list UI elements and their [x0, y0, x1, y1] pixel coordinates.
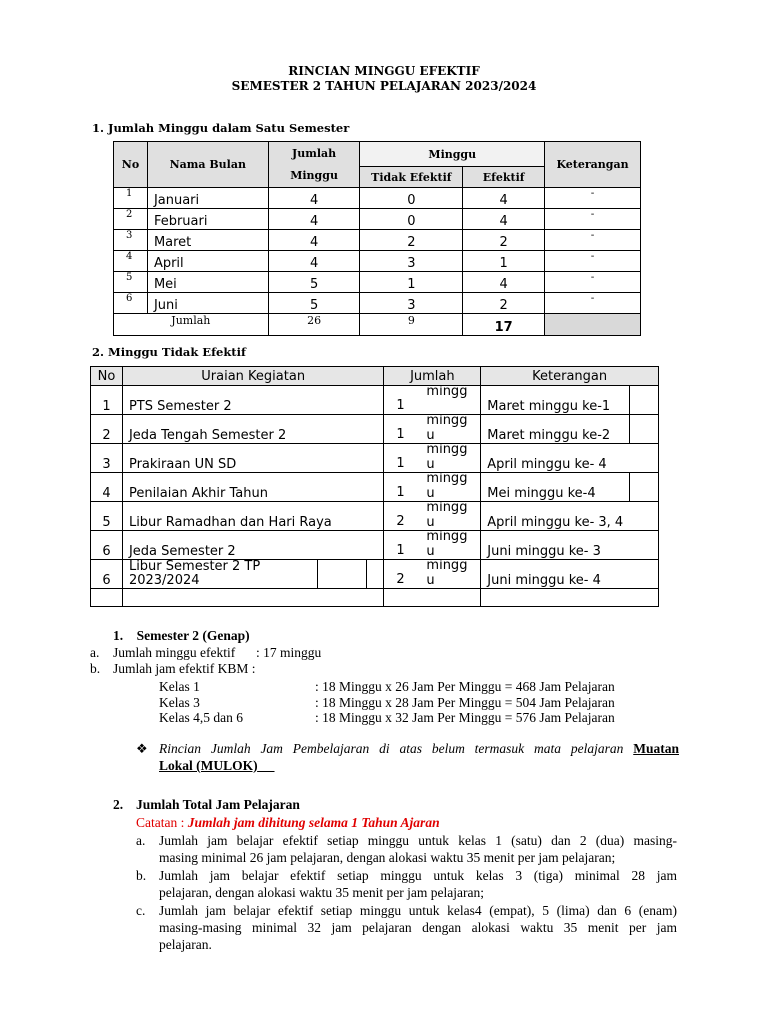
month-no: 1	[114, 188, 148, 209]
activity-jumlah-unit	[426, 442, 467, 472]
month-efektif: 4	[463, 209, 545, 230]
month-name: Februari	[147, 209, 268, 230]
month-row	[114, 293, 641, 314]
catatan-text: Jumlah jam dihitung selama 1 Tahun Ajaran	[187, 815, 440, 830]
activity-uraian-line1: Libur Semester 2 TP	[128, 559, 261, 574]
month-name: Mei	[147, 272, 268, 293]
month-tidak: 0	[360, 209, 463, 230]
activity-row	[91, 415, 659, 444]
activity-no: 2	[91, 415, 123, 444]
activity-uraian: PTS Semester 2	[122, 386, 383, 415]
month-tidak: 3	[360, 293, 463, 314]
unit-part-a: mingg	[426, 442, 468, 457]
header-nama-bulan: Nama Bulan	[147, 142, 268, 188]
item-c-line1: Jumlah jam belajar efektif setiap minggu untuk kelas4 (empat), 5 (lima) dan 6 (enam)	[159, 903, 677, 918]
activity-uraian	[122, 560, 383, 589]
empty-cell	[122, 589, 383, 607]
month-jumlah: 4	[268, 251, 360, 272]
weeks-table	[113, 141, 641, 336]
kelas-456-value: : 18 Minggu x 32 Jam Per Minggu = 576 Jam Pelajaran	[315, 710, 615, 725]
unit-part-b: u	[426, 573, 435, 588]
month-jumlah: 4	[268, 230, 360, 251]
unit-part-b: u	[426, 486, 435, 501]
month-jumlah: 4	[268, 188, 360, 209]
item-b-line1: Jumlah jam belajar efektif setiap minggu untuk kelas 3 (tiga) minimal 28 jam	[159, 868, 677, 883]
activity-row	[91, 473, 659, 502]
month-no: 4	[114, 251, 148, 272]
empty-cell	[384, 589, 481, 607]
activity-keterangan-text: Maret minggu ke-1	[487, 399, 611, 414]
month-jumlah: 5	[268, 272, 360, 293]
activity-jumlah	[384, 444, 481, 473]
t2-header-jumlah: Jumlah	[384, 367, 481, 386]
unit-part-a: mingg	[426, 558, 468, 573]
activity-uraian: Jeda Tengah Semester 2	[122, 415, 383, 444]
section2-heading: 2. Minggu Tidak Efektif	[92, 345, 246, 359]
summary-heading-text: Semester 2 (Genap)	[136, 628, 250, 643]
total-ket-cell	[545, 314, 641, 336]
header-jumlah-b: Minggu	[290, 168, 338, 182]
activity-keterangan	[481, 560, 659, 589]
activity-no: 6	[91, 531, 123, 560]
month-ket: -	[545, 209, 641, 230]
month-row	[114, 209, 641, 230]
header-keterangan: Keterangan	[545, 142, 641, 188]
activity-row	[91, 502, 659, 531]
activity-jumlah-value: 1	[396, 398, 405, 413]
t2-header-uraian: Uraian Kegiatan	[122, 367, 383, 386]
summary-a-value: : 17 minggu	[256, 645, 322, 660]
month-ket: -	[545, 272, 641, 293]
month-ket: -	[545, 188, 641, 209]
month-name: Maret	[147, 230, 268, 251]
note-text: Rincian Jumlah Jam Pembelajaran di atas belum termasuk mata pelajaran	[159, 741, 624, 756]
month-no: 5	[114, 272, 148, 293]
activity-jumlah	[384, 415, 481, 444]
note-line2	[159, 758, 275, 774]
unit-part-b: u	[426, 544, 435, 559]
unit-part-a: mingg	[426, 471, 468, 486]
activity-keterangan-text: Juni minggu ke- 3	[487, 544, 601, 559]
month-efektif: 1	[463, 251, 545, 272]
doc-title-line2: SEMESTER 2 TAHUN PELAJARAN 2023/2024	[231, 79, 537, 93]
total-section-num: 2.	[113, 797, 124, 812]
month-tidak: 2	[360, 230, 463, 251]
inner-cell-lines	[317, 560, 367, 588]
activity-uraian: Prakiraan UN SD	[122, 444, 383, 473]
month-efektif: 2	[463, 230, 545, 251]
activity-uraian-line2: 2023/2024	[128, 573, 200, 588]
month-jumlah: 5	[268, 293, 360, 314]
activity-keterangan	[481, 444, 659, 473]
activity-keterangan	[481, 386, 659, 415]
kelas-456-label: Kelas 4,5 dan 6	[159, 710, 243, 725]
month-tidak: 3	[360, 251, 463, 272]
month-tidak: 0	[360, 188, 463, 209]
activity-jumlah-unit	[426, 529, 467, 559]
activity-jumlah	[384, 473, 481, 502]
activity-row	[91, 531, 659, 560]
note-bullet-icon: ❖	[136, 741, 148, 756]
month-row	[114, 251, 641, 272]
activity-jumlah-value: 1	[396, 485, 405, 500]
header-tidak-efektif: Tidak Efektif	[360, 167, 463, 188]
total-tidak: 9	[360, 314, 463, 336]
unit-part-b: u	[426, 428, 435, 443]
inner-divider	[629, 386, 630, 414]
activity-no: 4	[91, 473, 123, 502]
summary-heading	[113, 628, 250, 644]
note-bold-b: Lokal (MULOK)	[159, 758, 258, 773]
summary-a-text: Jumlah minggu efektif	[113, 645, 236, 660]
activity-no: 1	[91, 386, 123, 415]
activity-jumlah-value: 2	[396, 572, 405, 587]
item-b-mark: b.	[136, 868, 147, 883]
activity-jumlah	[384, 502, 481, 531]
header-efektif: Efektif	[463, 167, 545, 188]
item-c-line3: pelajaran.	[159, 937, 212, 952]
section1-heading: 1. Jumlah Minggu dalam Satu Semester	[92, 121, 350, 135]
empty-cell	[481, 589, 659, 607]
activity-row	[91, 560, 659, 589]
activity-uraian: Libur Ramadhan dan Hari Raya	[122, 502, 383, 531]
note-bold-a: Muatan	[633, 741, 679, 756]
item-a-line1: Jumlah jam belajar efektif setiap minggu untuk kelas 1 (satu) dan 2 (dua) masing-	[159, 833, 677, 848]
catatan-label: Catatan :	[136, 815, 185, 830]
activity-jumlah-unit	[426, 384, 467, 399]
inactive-weeks-table	[90, 366, 659, 607]
month-name: Juni	[147, 293, 268, 314]
summary-a-mark: a.	[90, 645, 100, 660]
activity-keterangan	[481, 531, 659, 560]
summary-b-mark: b.	[90, 661, 101, 676]
note-line1	[159, 741, 679, 757]
kelas-3-label: Kelas 3	[159, 695, 200, 710]
item-a-line2: masing minimal 26 jam pelajaran, dengan alokasi waktu 35 menit per jam pelajaran;	[159, 850, 616, 865]
month-ket: -	[545, 230, 641, 251]
unit-part-a: mingg	[426, 384, 468, 399]
t2-header-keterangan: Keterangan	[481, 367, 659, 386]
summary-b-text: Jumlah jam efektif KBM :	[113, 661, 256, 676]
month-ket: -	[545, 251, 641, 272]
activity-keterangan-text: Juni minggu ke- 4	[487, 573, 601, 588]
inner-divider	[629, 415, 630, 443]
month-efektif: 4	[463, 188, 545, 209]
month-row	[114, 188, 641, 209]
activity-jumlah-unit	[426, 413, 467, 443]
kelas-3-value: : 18 Minggu x 28 Jam Per Minggu = 504 Jam Pelajaran	[315, 695, 615, 710]
month-efektif: 2	[463, 293, 545, 314]
activity-row	[91, 444, 659, 473]
activity-jumlah	[384, 386, 481, 415]
summary-heading-num: 1.	[113, 628, 124, 643]
item-a-mark: a.	[136, 833, 146, 848]
activity-keterangan	[481, 473, 659, 502]
unit-part-b: u	[426, 515, 435, 530]
empty-cell	[91, 589, 123, 607]
month-efektif: 4	[463, 272, 545, 293]
activity-row	[91, 386, 659, 415]
activity-keterangan-text: Mei minggu ke-4	[487, 486, 596, 501]
month-no: 6	[114, 293, 148, 314]
header-jumlah-minggu	[268, 142, 360, 188]
activity-jumlah-unit	[426, 471, 467, 501]
month-row	[114, 272, 641, 293]
unit-part-a: mingg	[426, 529, 468, 544]
header-jumlah-a: Jumlah	[292, 146, 337, 160]
total-jumlah: 26	[268, 314, 360, 336]
kelas-1-value: : 18 Minggu x 26 Jam Per Minggu = 468 Jam Pelajaran	[315, 679, 615, 694]
activity-keterangan-text: Maret minggu ke-2	[487, 428, 611, 443]
total-efektif: 17	[463, 314, 545, 336]
doc-title-line1: RINCIAN MINGGU EFEKTIF	[288, 64, 480, 78]
activity-jumlah-value: 1	[396, 427, 405, 442]
activity-jumlah-value: 2	[396, 514, 405, 529]
activity-no: 5	[91, 502, 123, 531]
month-jumlah: 4	[268, 209, 360, 230]
header-no: No	[114, 142, 148, 188]
activity-uraian: Jeda Semester 2	[122, 531, 383, 560]
activity-no: 3	[91, 444, 123, 473]
item-c-mark: c.	[136, 903, 146, 918]
month-tidak: 1	[360, 272, 463, 293]
t2-header-no: No	[91, 367, 123, 386]
inner-divider	[629, 473, 630, 501]
unit-part-b: u	[426, 457, 435, 472]
unit-part-a: mingg	[426, 500, 468, 515]
total-label: Jumlah	[114, 314, 269, 336]
month-ket: -	[545, 293, 641, 314]
activity-uraian: Penilaian Akhir Tahun	[122, 473, 383, 502]
activity-keterangan-text: April minggu ke- 3, 4	[487, 515, 624, 530]
month-no: 2	[114, 209, 148, 230]
activity-jumlah	[384, 531, 481, 560]
kelas-1-label: Kelas 1	[159, 679, 200, 694]
activity-keterangan	[481, 415, 659, 444]
month-no: 3	[114, 230, 148, 251]
activity-jumlah	[384, 560, 481, 589]
unit-part-a: mingg	[426, 413, 468, 428]
activity-keterangan	[481, 502, 659, 531]
total-section-heading: Jumlah Total Jam Pelajaran	[136, 797, 300, 812]
item-c-line2: masing-masing minimal 32 jam pelajaran dengan alokasi waktu 35 menit per jam	[159, 920, 677, 935]
activity-no: 6	[91, 560, 123, 589]
activity-jumlah-value: 1	[396, 543, 405, 558]
header-minggu: Minggu	[360, 142, 545, 167]
month-row	[114, 230, 641, 251]
activity-jumlah-unit	[426, 500, 467, 530]
month-name: April	[147, 251, 268, 272]
month-name: Januari	[147, 188, 268, 209]
activity-jumlah-value: 1	[396, 456, 405, 471]
activity-keterangan-text: April minggu ke- 4	[487, 457, 607, 472]
activity-jumlah-unit	[426, 558, 467, 588]
catatan	[136, 815, 440, 831]
item-b-line2: pelajaran, dengan alokasi waktu 35 menit per jam pelajaran;	[159, 885, 484, 900]
